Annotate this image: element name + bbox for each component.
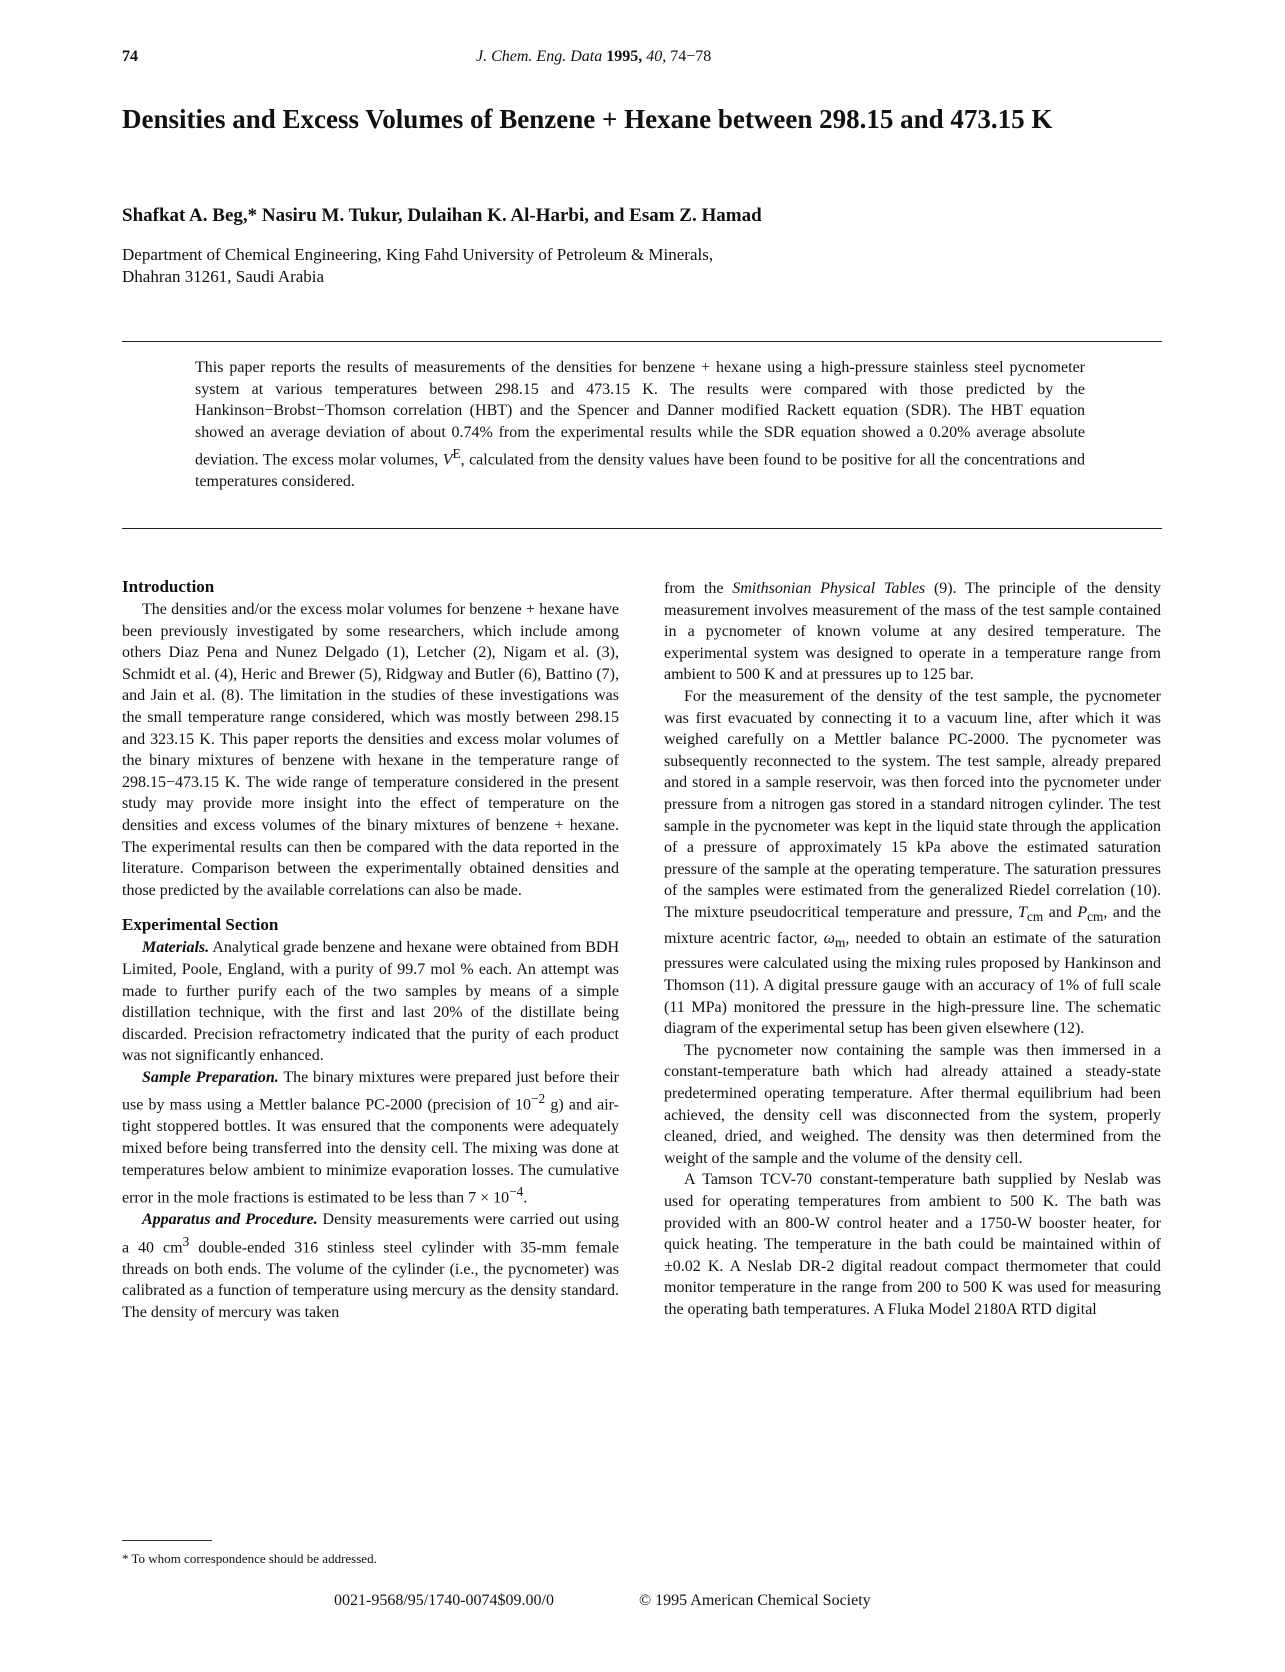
sample-preparation-paragraph (122, 1067, 619, 1209)
omega-subscript: m (834, 934, 846, 950)
footnote-rule (122, 1540, 212, 1541)
apparatus-text-b: double-ended 316 stinless steel cylinder with 35-mm female threads on both ends. The volume of the cylinder (i.e., the pycnometer) was calibrated as a function of temperature using mercury as the density standard. The density of mercury was taken (122, 1239, 619, 1321)
journal-name: J. Chem. Eng. Data (476, 48, 603, 65)
sample-exponent-2: −4 (509, 1184, 524, 1200)
right-p2-and: and (1043, 903, 1078, 921)
abstract-text-1: This paper reports the results of measurements of the densities for benzene + hexane using a high-pressure stainless steel pycnometer system at various temperatures between 298.15 and 473.15 K. The results were compared with those predicted by the Hankinson−Brobst−Thomson correlation (HBT) and the Spencer and Danner modified Rackett equation (SDR). The HBT equation showed an average deviation of about 0.74% from the experimental results while the SDR equation showed a 0.20% average absolute deviation. The excess molar volumes, (195, 359, 1085, 469)
experimental-heading: Experimental Section (122, 915, 279, 935)
affiliation-line-2: Dhahran 31261, Saudi Arabia (122, 267, 325, 286)
materials-paragraph (122, 937, 619, 1067)
apparatus-lead: Apparatus and Procedure. (142, 1211, 318, 1229)
paper-title: Densities and Excess Volumes of Benzene + Hexane between 298.15 and 473.15 K (122, 104, 1053, 134)
left-column (122, 575, 619, 1323)
smithsonian-tables-title: Smithsonian Physical Tables (732, 580, 926, 597)
author-list: Shafkat A. Beg,* Nasiru M. Tukur, Dulaihan K. Al-Harbi, and Esam Z. Hamad (122, 205, 762, 226)
pcm-symbol: P (1077, 903, 1088, 921)
tcm-symbol: T (1018, 903, 1027, 921)
journal-year: 1995, (606, 48, 643, 65)
journal-citation (476, 48, 711, 66)
journal-volume: 40, (646, 48, 667, 65)
right-p1-text-a: from the (664, 580, 733, 597)
right-paragraph-3: The pycnometer now containing the sample was then immersed in a constant-temperature bath which had already attained a steady-state predetermined operating temperature. After thermal equilibrium had been achieved, the density cell was disconnected from the system, properly cleaned, dried, and weighed. The density was then determined from the weight of the sample and the volume of the density cell. (664, 1041, 1161, 1167)
page-header (122, 48, 1162, 70)
sample-text-a: The binary mixtures were prepared just before their use by mass using a Mettler balance PC-2000 (precision of 10 (122, 1068, 619, 1114)
apparatus-paragraph (122, 1209, 619, 1323)
right-paragraph-1 (664, 578, 1161, 686)
excess-volume-symbol: V (442, 451, 453, 469)
footnote: * To whom correspondence should be addressed. (122, 1551, 377, 1566)
materials-lead: Materials. (142, 939, 210, 957)
right-paragraph-4: A Tamson TCV-70 constant-temperature bath supplied by Neslab was used for operating temperatures from ambient to 500 K. The bath was provided with an 800-W control heater and a 1750-W booster heater, for quick heating. The temperature in the bath could be maintained within of ±0.02 K. A Neslab DR-2 digital readout compact thermometer that could monitor temperature in the range from 200 to 500 K was used for measuring the operating bath temperatures. A Fluka Model 2180A RTD digital (664, 1171, 1161, 1318)
omega-symbol: ω (823, 929, 835, 947)
right-p2-text-c: , needed to obtain an estimate of the saturation pressures were calculated using the mixing rules proposed by Hankinson and Thomson (11). A digital pressure gauge with an accuracy of 1% of full scale (11 MPa) monitored the pressure in the high-pressure line. The schematic diagram of the experimental setup has been given elsewhere (12). (664, 929, 1161, 1038)
affiliation-line-1: Department of Chemical Engineering, King Fahd University of Petroleum & Minerals, (122, 245, 714, 264)
copyright-notice: © 1995 American Chemical Society (639, 1592, 871, 1609)
abstract (195, 357, 1085, 492)
apparatus-exponent: 3 (182, 1233, 190, 1249)
page-number: 74 (122, 48, 138, 65)
right-p2-text-a: For the measurement of the density of the test sample, the pycnometer was first evacuated by connecting it to a vacuum line, after which it was weighed carefully on a Mettler balance PC-2000. The pycnometer was subsequently reconnected to the system. The test sample, already prepared and stored in a sample reservoir, was then forced into the pycnometer under pressure from a nitrogen gas stored in a standard nitrogen cylinder. The test sample in the pycnometer was kept in the liquid state through the application of a pressure of approximately 15 kPa above the estimated saturation pressure of the sample at the operating temperature. The saturation pressures of the samples were estimated from the generalized Riedel correlation (10). The mixture pseudocritical temperature and pressure, (664, 687, 1161, 921)
sample-text-c: . (523, 1189, 528, 1207)
right-paragraph-2 (664, 686, 1161, 1040)
introduction-heading: Introduction (122, 577, 215, 596)
sample-text-b: g) and air-tight stoppered bottles. It was ensured that the components were adequately mixed before being transferred into the density cell. The mixing was done at temperatures below ambient to minimize evaporation losses. The cumulative error in the mole fractions is estimated to be less than 7 × 10 (122, 1096, 620, 1207)
right-column (664, 578, 1161, 1321)
article-code: 0021-9568/95/1740-0074$09.00/0 (334, 1592, 554, 1609)
right-p2-text-b: , and the mixture acentric factor, (664, 903, 1161, 947)
sample-preparation-lead: Sample Preparation. (142, 1068, 279, 1086)
pcm-subscript: cm (1087, 909, 1104, 925)
tcm-subscript: cm (1026, 909, 1044, 925)
journal-pages: 74−78 (670, 48, 712, 65)
apparatus-text-a: Density measurements were carried out using a 40 cm (122, 1211, 620, 1257)
excess-volume-superscript: E (452, 446, 461, 461)
sample-exponent-1: −2 (530, 1091, 546, 1107)
right-p1-text-b: (9). The principle of the density measurement involves measurement of the mass of the test sample contained in a pycnometer of known volume at any desired temperature. The experimental system was designed to operate in a temperature range from ambient to 500 K and at pressures up to 125 bar. (664, 580, 1162, 684)
introduction-paragraph: The densities and/or the excess molar volumes for benzene + hexane have been previously investigated by some researchers, which include among others Diaz Pena and Nunez Delgado (1), Letcher (2), Nigam et al. (3), Schmidt et al. (4), Heric and Brewer (5), Ridgway and Butler (6), Battino (7), and Jain et al. (8). The limitation in the studies of these investigations was the small temperature range considered, which was mostly between 298.15 and 323.15 K. This paper reports the densities and excess molar volumes of the binary mixtures of benzene with hexane in the temperature range of 298.15−473.15 K. The wide range of temperature considered in the present study may provide more insight into the effect of temperature on the densities and excess volumes of the binary mixtures of benzene + hexane. The experimental results can then be compared with the data reported in the literature. Comparison between the experimentally obtained densities and those predicted by the available correlations can also be made. (122, 601, 619, 899)
abstract-bottom-rule (122, 528, 1162, 529)
abstract-text-2: , calculated from the density values have been found to be positive for all the concentrations and temperatures considered. (195, 451, 1085, 490)
affiliation (122, 244, 1162, 288)
abstract-top-rule (122, 341, 1162, 342)
materials-text: Analytical grade benzene and hexane were obtained from BDH Limited, Poole, England, with a purity of 99.7 mol % each. An attempt was made to further purify each of the two samples by means of a simple distillation technique, with the first and last 20% of the distillate being discarded. Precision refractometry indicated that the purity of each product was not significantly enhanced. (122, 939, 619, 1065)
